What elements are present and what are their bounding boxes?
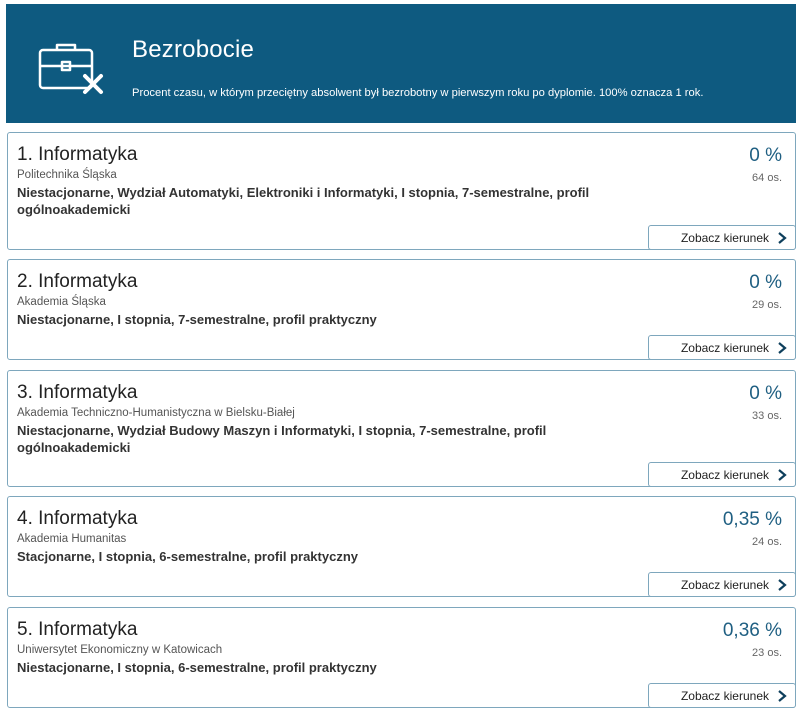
unemployment-percent: 0 %	[749, 383, 782, 404]
view-program-label: Zobacz kierunek	[680, 230, 769, 245]
school-name: Akademia Śląska	[17, 296, 106, 308]
program-details: Niestacjonarne, Wydział Automatyki, Elektroniki i Informatyki, I stopnia, 7-semestralne, profil ogólnoakademicki	[17, 185, 590, 217]
program-details: Niestacjonarne, I stopnia, 7-semestralne, profil praktyczny	[17, 312, 377, 327]
view-program-label: Zobacz kierunek	[680, 467, 769, 482]
program-name: 2. Informatyka	[17, 271, 138, 292]
page-title: Bezrobocie	[132, 36, 255, 63]
program-details: Niestacjonarne, Wydział Budowy Maszyn i Informatyki, I stopnia, 7-semestralne, profil ogólnoakademicki	[17, 423, 547, 455]
graduate-count: 33 os.	[752, 410, 782, 422]
view-program-label: Zobacz kierunek	[680, 340, 769, 355]
school-name: Politechnika Śląska	[17, 169, 117, 181]
result-card-3	[7, 370, 796, 487]
unemployment-header	[6, 4, 796, 123]
graduate-count: 23 os.	[752, 647, 782, 659]
chevron-right-icon	[777, 469, 787, 481]
graduate-count: 29 os.	[752, 299, 782, 311]
chevron-right-icon	[777, 232, 787, 244]
graduate-count: 24 os.	[752, 536, 782, 548]
chevron-right-icon	[777, 579, 787, 591]
view-program-button[interactable]	[648, 572, 796, 597]
unemployment-percent: 0,36 %	[722, 620, 782, 641]
school-name: Akademia Humanitas	[17, 533, 127, 545]
result-card-2	[7, 259, 796, 360]
program-name: 5. Informatyka	[17, 619, 138, 640]
program-name: 4. Informatyka	[17, 508, 138, 529]
unemployment-percent: 0,35 %	[722, 509, 782, 530]
result-card-4	[7, 496, 796, 597]
program-details: Stacjonarne, I stopnia, 6-semestralne, profil praktyczny	[17, 549, 358, 564]
view-program-button[interactable]	[648, 335, 796, 360]
result-card-5	[7, 607, 796, 708]
chevron-right-icon	[777, 690, 787, 702]
result-card-1	[7, 132, 796, 250]
graduate-count: 64 os.	[752, 172, 782, 184]
briefcase-x-icon	[38, 42, 106, 98]
program-name: 3. Informatyka	[17, 382, 138, 403]
view-program-button[interactable]	[648, 225, 796, 250]
program-details: Niestacjonarne, I stopnia, 6-semestralne, profil praktyczny	[17, 660, 377, 675]
program-name: 1. Informatyka	[17, 144, 138, 165]
view-program-label: Zobacz kierunek	[680, 577, 769, 592]
unemployment-percent: 0 %	[749, 145, 782, 166]
school-name: Uniwersytet Ekonomiczny w Katowicach	[17, 644, 223, 656]
page-subtitle: Procent czasu, w którym przeciętny absolwent był bezrobotny w pierwszym roku po dyplomie. 100% oznacza 1 rok.	[132, 87, 704, 99]
chevron-right-icon	[777, 342, 787, 354]
school-name: Akademia Techniczno-Humanistyczna w Bielsku-Białej	[17, 407, 295, 419]
unemployment-percent: 0 %	[749, 272, 782, 293]
view-program-button[interactable]	[648, 683, 796, 708]
view-program-label: Zobacz kierunek	[680, 688, 769, 703]
view-program-button[interactable]	[648, 462, 796, 487]
